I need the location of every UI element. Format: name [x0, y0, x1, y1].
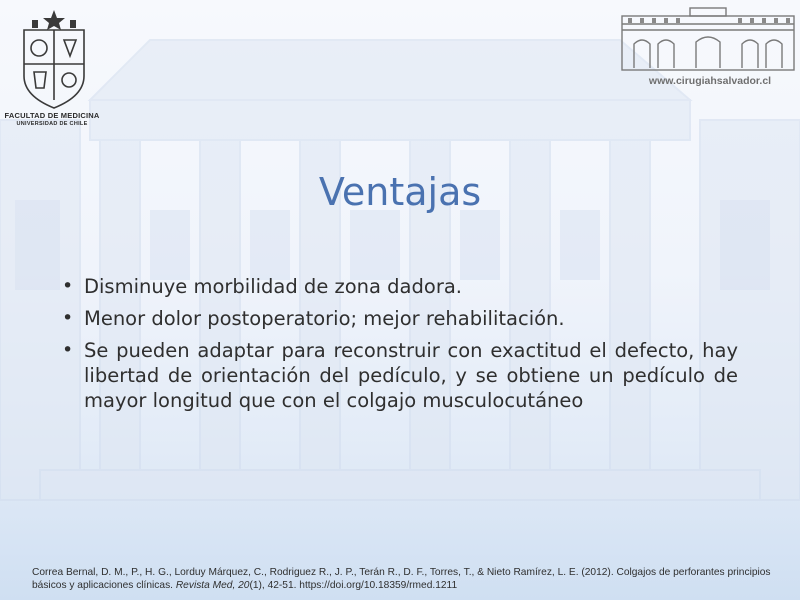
bullet-text: Disminuye morbilidad de zona dadora.	[84, 275, 462, 298]
bullet-text: Menor dolor postoperatorio; mejor rehabilitación.	[84, 307, 565, 330]
bullet-item	[62, 274, 738, 299]
hospital-building-icon	[620, 6, 796, 72]
bullet-item	[62, 306, 738, 331]
bullet-text: Se pueden adaptar para reconstruir con exactitud el defecto, hay libertad de orientación del pedículo, y se obtiene un pedículo de mayor longitud que con el colgajo musculocutáneo	[84, 339, 738, 412]
slide-title: Ventajas	[318, 170, 482, 214]
bullet-item	[62, 338, 738, 413]
bullet-icon: •	[62, 339, 74, 361]
citation-authors: Correa Bernal, D. M., P., H. G., Lorduy Márquez, C., Rodriguez R., J. P., Terán R., D. F., Torres, T., & Nieto Ramírez, L. E. (2012). Colgajos de perforantes principios básicos y aplicaciones clínicas.	[32, 567, 771, 591]
faculty-name: FACULTAD DE MEDICINA	[4, 111, 100, 120]
citation	[32, 566, 772, 592]
university-crest-icon	[6, 8, 102, 112]
hospital-logo	[620, 6, 796, 72]
bullet-icon: •	[62, 307, 74, 329]
citation-journal: Revista Med, 20	[175, 580, 250, 591]
bullet-icon: •	[62, 275, 74, 297]
citation-details: (1), 42-51. https://doi.org/10.18359/rmed.1211	[249, 580, 458, 591]
bullet-list	[62, 274, 738, 420]
site-url-link[interactable]: www.cirugiahsalvador.cl	[648, 75, 772, 87]
university-name: UNIVERSIDAD DE CHILE	[16, 121, 88, 127]
